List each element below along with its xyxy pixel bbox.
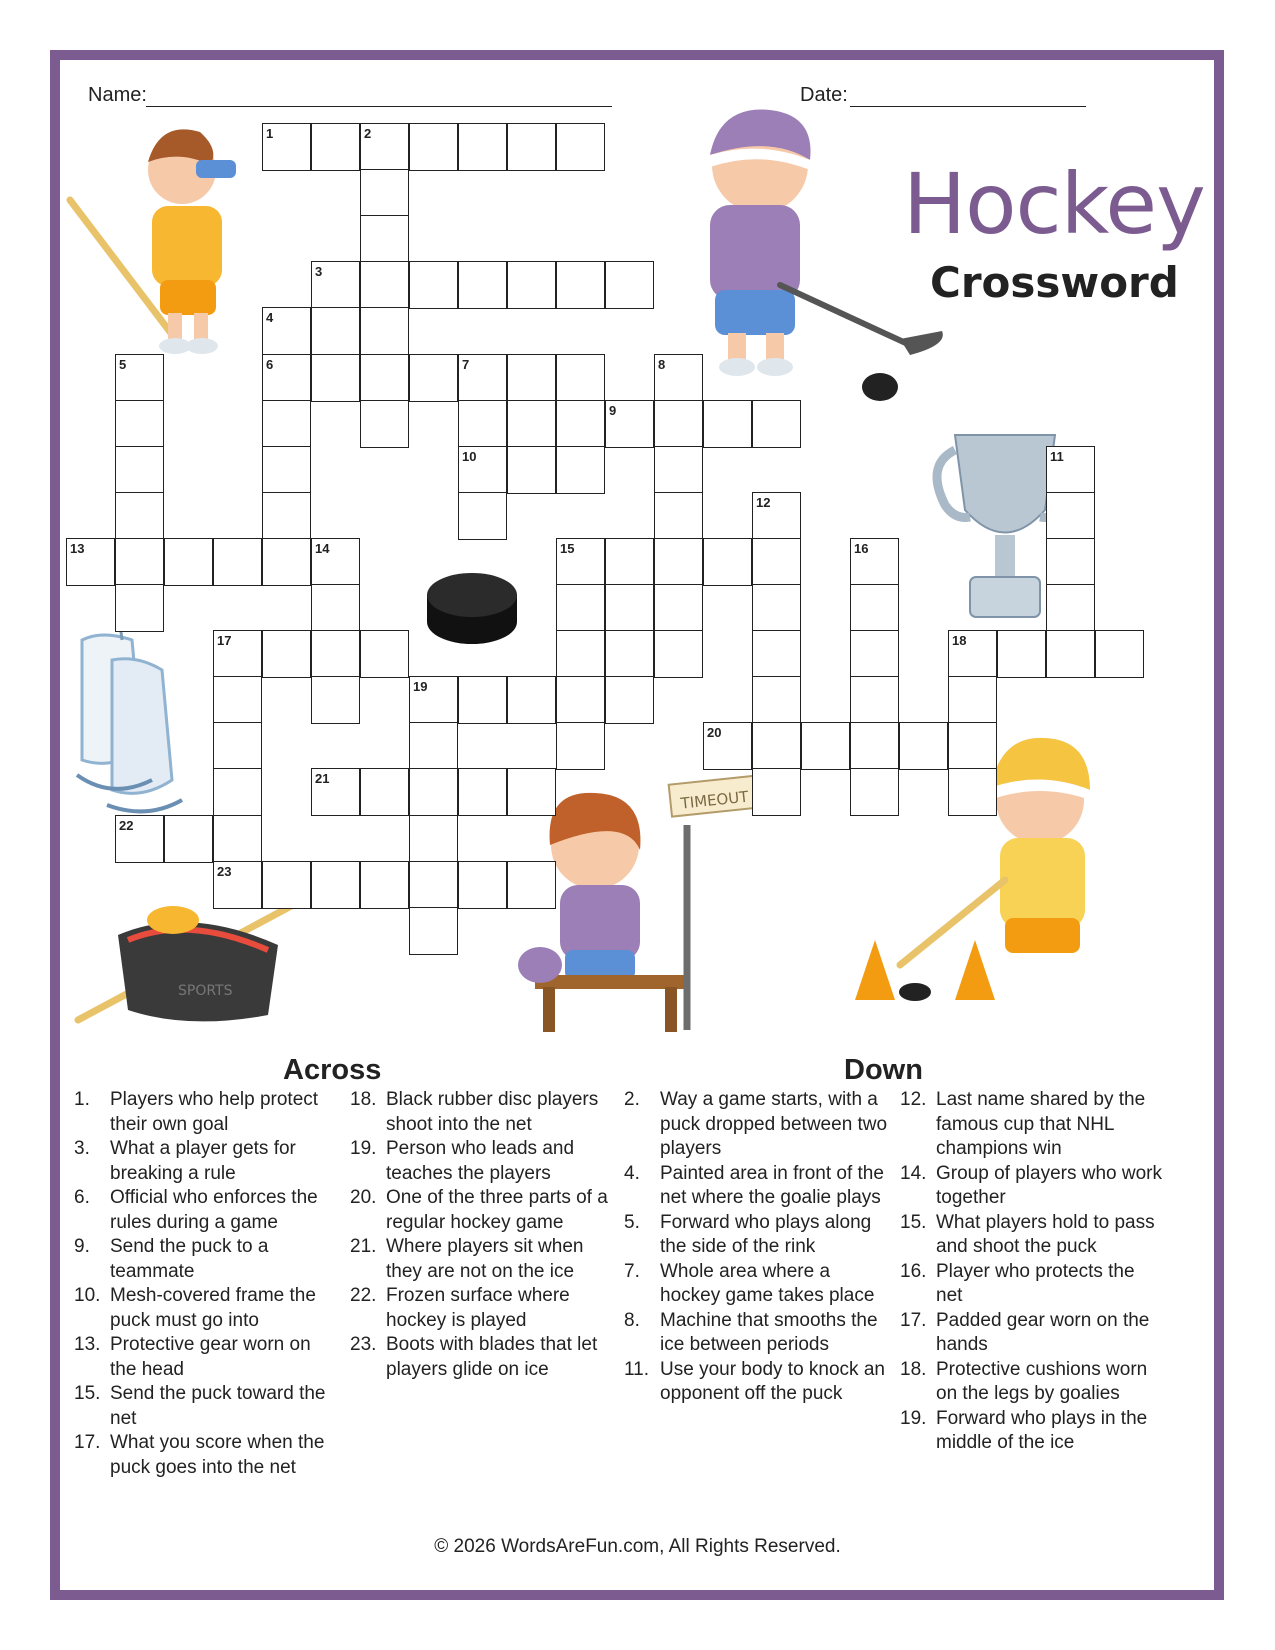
grid-cell[interactable] (507, 123, 556, 171)
clue-number-label: 12. (900, 1089, 927, 1110)
grid-cell[interactable] (1046, 446, 1095, 494)
grid-cell[interactable] (703, 538, 752, 586)
clue-text: What a player gets for breaking a rule (110, 1138, 296, 1184)
grid-cell[interactable] (262, 307, 311, 355)
grid-cell[interactable] (507, 768, 556, 816)
grid-cell[interactable] (115, 354, 164, 402)
grid-cell[interactable] (752, 400, 801, 448)
clue-text: Frozen surface where hockey is played (386, 1285, 570, 1331)
grid-cell[interactable] (311, 354, 360, 402)
clue-number: 15 (560, 541, 575, 556)
across-heading: Across (283, 1054, 382, 1086)
grid-cell[interactable] (507, 400, 556, 448)
down-clue (624, 1211, 889, 1260)
clue-number-label: 19. (350, 1138, 377, 1159)
across-clue (350, 1186, 615, 1235)
grid-cell[interactable] (899, 722, 948, 770)
grid-cell[interactable] (213, 538, 262, 586)
grid-cell[interactable] (311, 307, 360, 355)
grid-cell[interactable] (311, 630, 360, 678)
grid-cell[interactable] (556, 446, 605, 494)
grid-cell[interactable] (311, 861, 360, 909)
down-clue (900, 1358, 1165, 1407)
clue-number: 18 (952, 633, 967, 648)
grid-cell[interactable] (262, 123, 311, 171)
down-clue (900, 1260, 1165, 1309)
grid-cell[interactable] (409, 676, 458, 724)
grid-cell[interactable] (556, 123, 605, 171)
grid-cell[interactable] (213, 676, 262, 724)
clue-number: 13 (70, 541, 85, 556)
grid-cell[interactable] (948, 722, 997, 770)
grid-cell[interactable] (360, 861, 409, 909)
grid-cell[interactable] (458, 492, 507, 540)
grid-cell[interactable] (360, 400, 409, 448)
grid-cell[interactable] (311, 768, 360, 816)
clue-number-label: 17. (900, 1309, 927, 1331)
clue-number-label: 13. (74, 1334, 101, 1355)
grid-cell[interactable] (801, 722, 850, 770)
grid-cell[interactable] (262, 538, 311, 586)
clue-number-label: 18. (350, 1089, 377, 1110)
clue-text: Protective cushions worn on the legs by goalies (936, 1358, 1148, 1404)
down-clue (900, 1162, 1165, 1211)
clue-text: One of the three parts of a regular hockey game (386, 1187, 608, 1233)
clue-number: 3 (315, 264, 323, 279)
grid-cell[interactable] (507, 261, 556, 309)
clue-number-label: 10. (74, 1285, 101, 1306)
grid-cell[interactable] (458, 861, 507, 909)
grid-cell[interactable] (654, 630, 703, 678)
grid-cell[interactable] (409, 261, 458, 309)
grid-cell[interactable] (654, 492, 703, 540)
clue-number: 6 (266, 357, 274, 372)
grid-cell[interactable] (213, 861, 262, 909)
grid-cell[interactable] (507, 354, 556, 402)
grid-cell[interactable] (948, 630, 997, 678)
down-heading: Down (844, 1054, 923, 1086)
bag-label: SPORTS (178, 983, 233, 999)
clue-number-label: 20. (350, 1187, 377, 1208)
clue-text: What players hold to pass and shoot the puck (936, 1211, 1155, 1257)
grid-cell[interactable] (605, 584, 654, 632)
grid-cell[interactable] (752, 676, 801, 724)
across-clues-column-1 (74, 1088, 339, 1480)
grid-cell[interactable] (605, 538, 654, 586)
grid-cell[interactable] (213, 768, 262, 816)
grid-cell[interactable] (850, 630, 899, 678)
clue-text: Machine that smooths the ice between periods (660, 1309, 878, 1355)
grid-cell[interactable] (311, 123, 360, 171)
clue-number: 17 (217, 633, 232, 648)
grid-cell[interactable] (409, 722, 458, 770)
name-label: Name: (88, 84, 147, 106)
down-clue (900, 1211, 1165, 1260)
grid-cell[interactable] (213, 722, 262, 770)
clue-text: Black rubber disc players shoot into the net (386, 1089, 599, 1135)
grid-cell[interactable] (654, 354, 703, 402)
clue-text: Person who leads and teaches the players (386, 1138, 575, 1184)
clue-number-label: 2. (624, 1089, 640, 1110)
clue-number-label: 21. (350, 1236, 377, 1257)
grid-cell[interactable] (458, 354, 507, 402)
clue-number-label: 23. (350, 1334, 377, 1355)
timeout-sign-label: TIMEOUT (679, 787, 750, 813)
grid-cell[interactable] (703, 722, 752, 770)
clue-number: 20 (707, 725, 722, 740)
grid-cell[interactable] (948, 768, 997, 816)
grid-cell[interactable] (1095, 630, 1144, 678)
across-clue (74, 1137, 339, 1186)
grid-cell[interactable] (409, 907, 458, 955)
clue-number-label: 18. (900, 1358, 927, 1380)
grid-cell[interactable] (409, 861, 458, 909)
clue-number: 4 (266, 310, 274, 325)
grid-cell[interactable] (507, 446, 556, 494)
grid-cell[interactable] (311, 261, 360, 309)
grid-cell[interactable] (262, 630, 311, 678)
grid-cell[interactable] (409, 354, 458, 402)
grid-cell[interactable] (654, 446, 703, 494)
grid-cell[interactable] (360, 261, 409, 309)
clue-number-label: 19. (900, 1407, 927, 1429)
down-clues-column-1 (624, 1088, 889, 1407)
down-clue (900, 1309, 1165, 1358)
clue-number-label: 1. (74, 1089, 90, 1110)
grid-cell[interactable] (115, 538, 164, 586)
clue-text: Players who help protect their own goal (110, 1089, 319, 1135)
clue-text: Mesh-covered frame the puck must go into (110, 1285, 316, 1331)
grid-cell[interactable] (458, 123, 507, 171)
grid-cell[interactable] (115, 446, 164, 494)
clue-text: Use your body to knock an opponent off the puck (660, 1358, 885, 1404)
copyright: © 2026 WordsAreFun.com, All Rights Reserved. (434, 1536, 841, 1557)
grid-cell[interactable] (850, 538, 899, 586)
grid-cell[interactable] (213, 815, 262, 863)
grid-cell[interactable] (752, 630, 801, 678)
clue-number-label: 8. (624, 1309, 640, 1331)
across-clue (74, 1284, 339, 1333)
across-clue (74, 1235, 339, 1284)
clue-number: 5 (119, 357, 127, 372)
grid-cell[interactable] (850, 768, 899, 816)
grid-cell[interactable] (115, 492, 164, 540)
down-clue (624, 1088, 889, 1162)
grid-cell[interactable] (409, 768, 458, 816)
grid-cell[interactable] (556, 354, 605, 402)
grid-cell[interactable] (556, 630, 605, 678)
grid-cell[interactable] (1046, 492, 1095, 540)
clue-number-label: 11. (624, 1358, 650, 1380)
grid-cell[interactable] (262, 354, 311, 402)
grid-cell[interactable] (752, 492, 801, 540)
grid-cell[interactable] (458, 261, 507, 309)
grid-cell[interactable] (556, 538, 605, 586)
grid-cell[interactable] (262, 400, 311, 448)
clue-text: Send the puck toward the net (110, 1383, 326, 1429)
clue-text: Whole area where a hockey game takes place (660, 1260, 875, 1306)
clue-text: Last name shared by the famous cup that NHL champions win (936, 1089, 1146, 1159)
grid-cell[interactable] (997, 630, 1046, 678)
clue-number: 10 (462, 449, 477, 464)
grid-cell[interactable] (360, 215, 409, 263)
clue-text: Send the puck to a teammate (110, 1236, 269, 1282)
clue-number-label: 14. (900, 1162, 927, 1184)
across-clue (350, 1284, 615, 1333)
clue-text: Padded gear worn on the hands (936, 1309, 1150, 1355)
grid-cell[interactable] (213, 630, 262, 678)
grid-cell[interactable] (409, 815, 458, 863)
grid-cell[interactable] (752, 722, 801, 770)
clue-number: 22 (119, 818, 134, 833)
grid-cell[interactable] (654, 584, 703, 632)
grid-cell[interactable] (458, 446, 507, 494)
clue-number-label: 15. (900, 1211, 927, 1233)
clue-number: 8 (658, 357, 666, 372)
grid-cell[interactable] (507, 861, 556, 909)
clue-text: Official who enforces the rules during a game (110, 1187, 318, 1233)
clue-number: 2 (364, 126, 372, 141)
clue-number: 14 (315, 541, 330, 556)
grid-cell[interactable] (1046, 630, 1095, 678)
down-clue (624, 1162, 889, 1211)
clue-number-label: 16. (900, 1260, 927, 1282)
clue-text: Forward who plays in the middle of the ice (936, 1407, 1148, 1453)
grid-cell[interactable] (752, 768, 801, 816)
across-clue (74, 1186, 339, 1235)
grid-cell[interactable] (605, 676, 654, 724)
down-clue (900, 1407, 1165, 1456)
grid-cell[interactable] (409, 123, 458, 171)
grid-cell[interactable] (311, 584, 360, 632)
grid-cell[interactable] (948, 676, 997, 724)
clue-number-label: 7. (624, 1260, 640, 1282)
clue-number-label: 17. (74, 1432, 101, 1453)
grid-cell[interactable] (1046, 538, 1095, 586)
across-clues-column-2 (350, 1088, 615, 1382)
grid-cell[interactable] (360, 169, 409, 217)
clue-text: Group of players who work together (936, 1162, 1162, 1208)
across-clue (350, 1235, 615, 1284)
down-clue (624, 1309, 889, 1358)
clue-number: 7 (462, 357, 470, 372)
grid-cell[interactable] (164, 538, 213, 586)
clue-number-label: 3. (74, 1138, 90, 1159)
grid-cell[interactable] (654, 538, 703, 586)
grid-cell[interactable] (752, 538, 801, 586)
clue-text: Where players sit when they are not on the ice (386, 1236, 584, 1282)
grid-cell[interactable] (115, 815, 164, 863)
across-clue (74, 1333, 339, 1382)
down-clue (624, 1358, 889, 1407)
clue-number-label: 6. (74, 1187, 90, 1208)
clue-number: 21 (315, 771, 330, 786)
grid-cell[interactable] (703, 400, 752, 448)
grid-cell[interactable] (556, 261, 605, 309)
clue-number-label: 22. (350, 1285, 377, 1306)
grid-cell[interactable] (360, 768, 409, 816)
clue-number-label: 5. (624, 1211, 640, 1233)
grid-cell[interactable] (262, 861, 311, 909)
grid-cell[interactable] (458, 400, 507, 448)
down-clue (900, 1088, 1165, 1162)
clue-text: What you score when the puck goes into the net (110, 1432, 325, 1478)
across-clue (350, 1088, 615, 1137)
across-clue (74, 1431, 339, 1480)
clue-number: 12 (756, 495, 771, 510)
grid-cell[interactable] (311, 676, 360, 724)
page-title: Hockey (903, 155, 1205, 253)
grid-cell[interactable] (654, 400, 703, 448)
grid-cell[interactable] (605, 630, 654, 678)
grid-cell[interactable] (360, 307, 409, 355)
grid-cell[interactable] (605, 261, 654, 309)
clue-number: 9 (609, 403, 617, 418)
clue-number: 16 (854, 541, 869, 556)
grid-cell[interactable] (507, 676, 556, 724)
across-clue (74, 1088, 339, 1137)
across-clue (74, 1382, 339, 1431)
grid-cell[interactable] (360, 354, 409, 402)
grid-cell[interactable] (115, 400, 164, 448)
grid-cell[interactable] (458, 768, 507, 816)
grid-cell[interactable] (164, 815, 213, 863)
page-subtitle: Crossword (930, 258, 1179, 307)
grid-cell[interactable] (262, 446, 311, 494)
grid-cell[interactable] (605, 400, 654, 448)
grid-cell[interactable] (850, 584, 899, 632)
grid-cell[interactable] (850, 676, 899, 724)
clue-text: Forward who plays along the side of the rink (660, 1211, 872, 1257)
date-label: Date: (800, 84, 848, 106)
down-clues-column-2 (900, 1088, 1165, 1456)
grid-cell[interactable] (311, 538, 360, 586)
clue-text: Boots with blades that let players glide on ice (386, 1334, 598, 1380)
across-clue (350, 1137, 615, 1186)
grid-cell[interactable] (458, 676, 507, 724)
clue-text: Protective gear worn on the head (110, 1334, 311, 1380)
grid-cell[interactable] (556, 676, 605, 724)
grid-cell[interactable] (850, 722, 899, 770)
grid-cell[interactable] (360, 123, 409, 171)
down-clue (624, 1260, 889, 1309)
grid-cell[interactable] (115, 584, 164, 632)
clue-number-label: 15. (74, 1383, 101, 1404)
grid-cell[interactable] (1046, 584, 1095, 632)
across-clue (350, 1333, 615, 1382)
clue-text: Player who protects the net (936, 1260, 1135, 1306)
grid-cell[interactable] (556, 400, 605, 448)
clue-number: 23 (217, 864, 232, 879)
clue-text: Way a game starts, with a puck dropped between two players (660, 1089, 888, 1159)
clue-number: 19 (413, 679, 428, 694)
clue-number: 11 (1050, 449, 1064, 464)
grid-cell[interactable] (556, 584, 605, 632)
grid-cell[interactable] (752, 584, 801, 632)
grid-cell[interactable] (66, 538, 115, 586)
clue-number: 1 (266, 126, 274, 141)
grid-cell[interactable] (262, 492, 311, 540)
grid-cell[interactable] (556, 722, 605, 770)
clue-number-label: 9. (74, 1236, 90, 1257)
clue-text: Painted area in front of the net where the goalie plays (660, 1162, 884, 1208)
grid-cell[interactable] (360, 630, 409, 678)
clue-number-label: 4. (624, 1162, 640, 1184)
